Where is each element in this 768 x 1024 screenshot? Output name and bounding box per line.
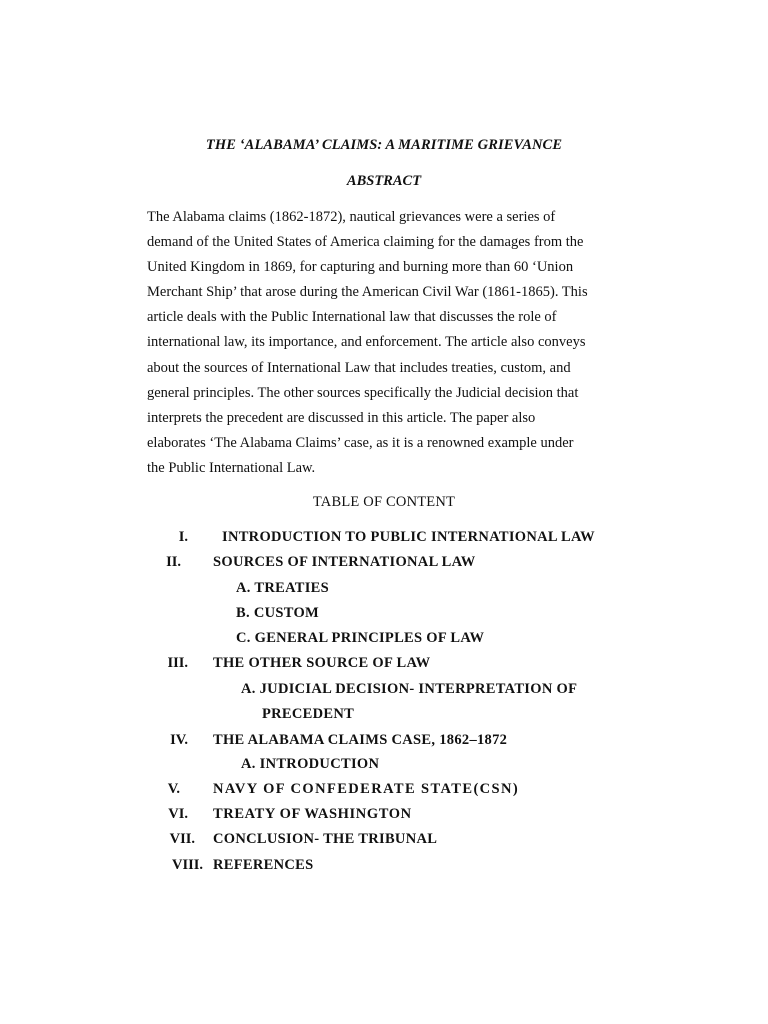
toc-number-viii: VIII. bbox=[171, 857, 203, 873]
document-title: THE ‘ALABAMA’ CLAIMS: A MARITIME GRIEVANCE bbox=[205, 137, 563, 153]
toc-item-navy: NAVY OF CONFEDERATE STATE(CSN) bbox=[213, 781, 520, 797]
abstract-line: elaborates ‘The Alabama Claims’ case, as it is a renowned example under bbox=[147, 434, 574, 451]
toc-item-references: REFERENCES bbox=[213, 857, 314, 873]
toc-number-iv: IV. bbox=[170, 732, 188, 748]
abstract-heading: ABSTRACT bbox=[346, 173, 422, 189]
toc-item-other-source: THE OTHER SOURCE OF LAW bbox=[213, 655, 431, 671]
abstract-line: interprets the precedent are discussed in this article. The paper also bbox=[147, 409, 536, 426]
toc-number-ii: II. bbox=[166, 554, 181, 570]
abstract-line: article deals with the Public International law that discusses the role of bbox=[147, 309, 557, 326]
toc-number-v: V. bbox=[167, 781, 180, 797]
toc-number-vii: VII. bbox=[169, 831, 195, 847]
toc-subitem-judicial-decision-cont: PRECEDENT bbox=[262, 706, 355, 722]
abstract-line: United Kingdom in 1869, for capturing and burning more than 60 ‘Union bbox=[147, 259, 574, 276]
toc-number-iii: III. bbox=[167, 655, 188, 671]
toc-item-introduction: INTRODUCTION TO PUBLIC INTERNATIONAL LAW bbox=[222, 529, 595, 545]
toc-subitem-introduction: A. INTRODUCTION bbox=[241, 756, 380, 772]
abstract-line: The Alabama claims (1862-1872), nautical grievances were a series of bbox=[147, 209, 556, 225]
toc-heading: TABLE OF CONTENT bbox=[312, 494, 456, 510]
abstract-line: demand of the United States of America claiming for the damages from the bbox=[147, 234, 584, 251]
abstract-line: Merchant Ship’ that arose during the American Civil War (1861-1865). This bbox=[147, 284, 588, 301]
toc-item-treaty-washington: TREATY OF WASHINGTON bbox=[213, 806, 412, 822]
toc-item-sources: SOURCES OF INTERNATIONAL LAW bbox=[213, 554, 476, 570]
toc-subitem-general-principles: C. GENERAL PRINCIPLES OF LAW bbox=[236, 630, 485, 646]
abstract-line: international law, its importance, and enforcement. The article also conveys bbox=[147, 334, 586, 351]
abstract-line: about the sources of International Law that includes treaties, custom, and bbox=[147, 359, 571, 376]
toc-subitem-judicial-decision: A. JUDICIAL DECISION- INTERPRETATION OF bbox=[241, 681, 578, 697]
toc-item-conclusion: CONCLUSION- THE TRIBUNAL bbox=[213, 831, 438, 847]
abstract-line: general principles. The other sources specifically the Judicial decision that bbox=[147, 384, 579, 401]
toc-item-alabama-case: THE ALABAMA CLAIMS CASE, 1862–1872 bbox=[213, 732, 508, 748]
toc-number-i: I. bbox=[178, 529, 188, 545]
toc-subitem-treaties: A. TREATIES bbox=[236, 580, 330, 596]
toc-number-vi: VI. bbox=[168, 806, 188, 822]
toc-subitem-custom: B. CUSTOM bbox=[236, 605, 320, 621]
abstract-line: the Public International Law. bbox=[147, 459, 316, 476]
